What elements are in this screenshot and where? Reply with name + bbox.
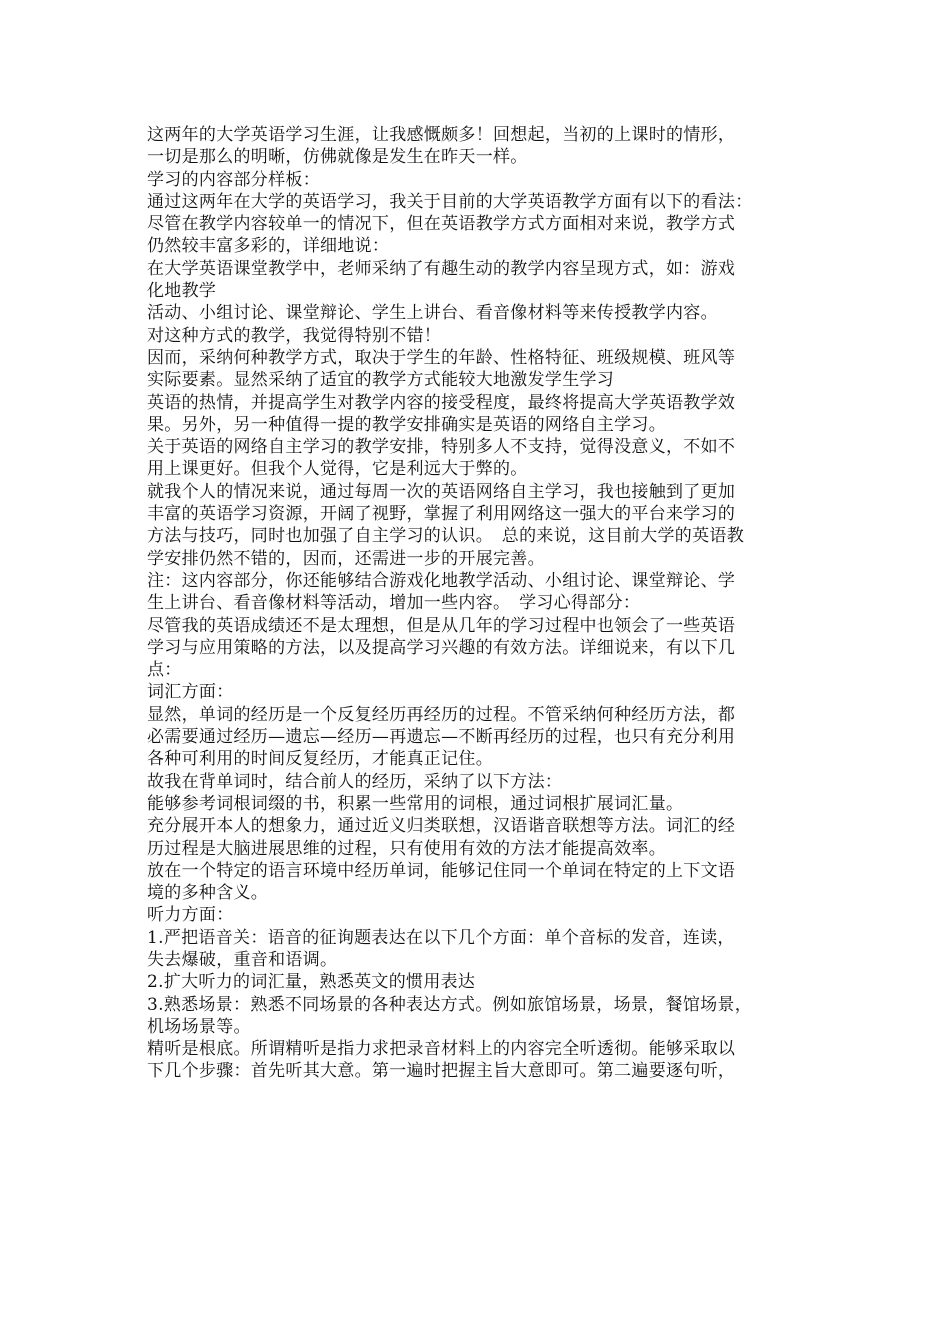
paragraph: 故我在背单词时，结合前人的经历，采纳了以下方法：: [147, 771, 563, 792]
paragraph: 尽管我的英语成绩还不是太理想，但是从几年的学习过程中也领会了一些英语 学习与应用策略的方法，以及提高学习兴趣的有效方法。详细说来，有以下几 点：: [147, 615, 736, 681]
section-heading: 词汇方面：: [147, 682, 234, 703]
paragraph: 能够参考词根词缀的书，积累一些常用的词根，通过词根扩展词汇量。: [147, 793, 684, 814]
paragraph: 就我个人的情况来说，通过每周一次的英语网络自主学习，我也接触到了更加 丰富的英语学习资源，开阔了视野，掌握了利用网络这一强大的平台来学习的 方法与技巧，同时也加强了自主学习的认识。 总的来说，这目前大学的英语教 学安排仍然不错的，因而，还需进一步的开展完善。: [147, 481, 744, 569]
paragraph: 英语的热情，并提高学生对教学内容的接受程度，最终将提高大学英语教学效 果。另外，另一种值得一提的教学安排确实是英语的网络自主学习。: [147, 392, 736, 435]
paragraph: 关于英语的网络自主学习的教学安排，特别多人不支持，觉得没意义，不如不 用上课更好。但我个人觉得，它是利远大于弊的。: [147, 437, 736, 480]
list-item: 3.熟悉场景：熟悉不同场景的各种表达方式。例如旅馆场景，场景，餐馆场景， 机场场景等。: [147, 994, 753, 1037]
section-heading: 听力方面：: [147, 905, 234, 926]
paragraph: 对这种方式的教学，我觉得特别不错！: [147, 325, 442, 346]
paragraph: 因而，采纳何种教学方式，取决于学生的年龄、性格特征、班级规模、班风等 实际要素。显然采纳了适宜的教学方式能较大地激发学生学习: [147, 347, 736, 391]
paragraph: 放在一个特定的语言环境中经历单词，能够记住同一个单词在特定的上下文语 境的多种含义。: [147, 860, 736, 904]
paragraph: 在大学英语课堂教学中，老师采纳了有趣生动的教学内容呈现方式，如：游戏 化地教学: [147, 258, 736, 302]
list-item: 1.严把语音关：语音的征询题表达在以下几个方面：单个音标的发音，连读， 失去爆破，重音和语调。: [147, 927, 735, 970]
section-heading: 学习的内容部分样板：: [147, 169, 320, 190]
paragraph: 精听是根底。所谓精听是指力求把录音材料上的内容完全听透彻。能够采取以 下几个步骤：首先听其大意。第一遍时把握主旨大意即可。第二遍要逐句听，: [147, 1039, 736, 1082]
document-body: [147, 124, 809, 1083]
paragraph: 注：这内容部分，你还能够结合游戏化地教学活动、小组讨论、课堂辩论、学 生上讲台、看音像材料等活动，增加一些内容。 学习心得部分：: [147, 570, 736, 614]
list-item: 2.扩大听力的词汇量，熟悉英文的惯用表达: [147, 972, 476, 993]
paragraph: 活动、小组讨论、课堂辩论、学生上讲台、看音像材料等来传授教学内容。: [147, 303, 718, 324]
paragraph: 通过这两年在大学的英语学习，我关于目前的大学英语教学方面有以下的看法： 尽管在教学内容较单一的情况下，但在英语教学方式方面相对来说，教学方式 仍然较丰富多彩的，详细地说：: [147, 191, 753, 257]
paragraph: 这两年的大学英语学习生涯，让我感慨颇多！回想起，当初的上课时的情形， 一切是那么的明晰，仿佛就像是发生在昨天一样。: [147, 125, 736, 168]
paragraph: 充分展开本人的想象力，通过近义归类联想，汉语谐音联想等方法。词汇的经 历过程是大脑进展思维的过程，只有使用有效的方法才能提高效率。: [147, 816, 736, 859]
paragraph: 显然，单词的经历是一个反复经历再经历的过程。不管采纳何种经历方法，都 必需要通过经历—遗忘—经历—再遗忘—不断再经历的过程，也只有充分利用 各种可利用的时间反复经历，才能真正记住。: [147, 704, 736, 770]
